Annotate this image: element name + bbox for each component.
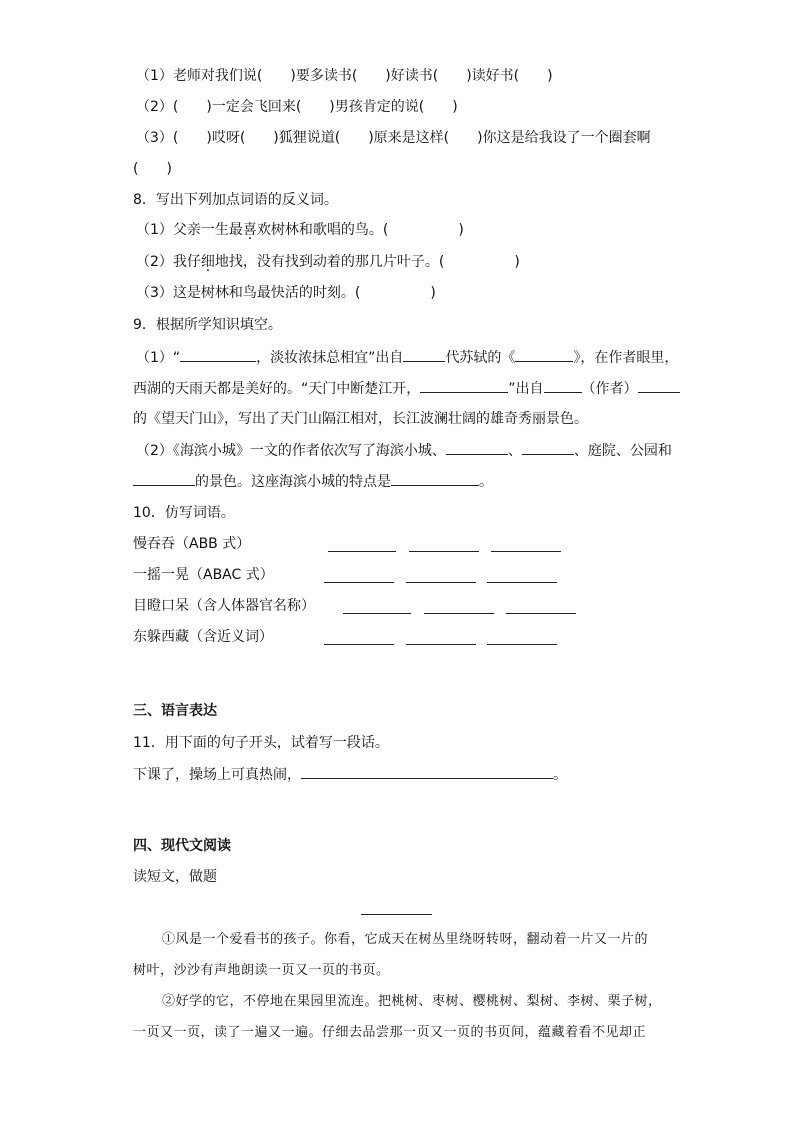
q8-item-1: （1）父亲一生最喜欢树林和歌唱的鸟。( ): [136, 222, 464, 238]
q8-item-2: （2）我仔细地找，没有找到动着的那几片叶子。( ): [136, 254, 520, 270]
q9-line-1: （1）“ ，淡妆浓抹总相宜”出自 代苏轼的《 》，在作者眼里，: [136, 347, 678, 368]
answer-blank[interactable]: [324, 644, 394, 645]
answer-blank[interactable]: [328, 551, 396, 552]
answer-blank[interactable]: [406, 644, 476, 645]
q7-line-4: ( ): [133, 161, 172, 177]
answer-blank[interactable]: [391, 471, 479, 486]
answer-blank[interactable]: [180, 347, 256, 362]
answer-blank[interactable]: [420, 378, 508, 393]
passage-para-2-line-2: 一页又一页，读了一遍又一遍。仔细去品尝那一页又一页的书页间，蕴藏着看不见却正: [133, 1025, 647, 1040]
q7-line-2: （2）( )一定会飞回来( )男孩肯定的说( ): [136, 99, 458, 115]
answer-blank[interactable]: [491, 551, 561, 552]
passage-para-2-line-1: ②好学的它，不停地在果园里流连。把桃树、枣树、樱桃树、梨树、李树、栗子树，: [162, 994, 662, 1009]
answer-blank[interactable]: [324, 582, 394, 583]
answer-blank[interactable]: [515, 347, 573, 362]
q10-row-1-label: 慢吞吞（ABB 式）: [133, 536, 251, 552]
answer-blank[interactable]: [424, 613, 494, 614]
q11-sentence: 下课了，操场上可真热闹， 。: [133, 764, 567, 785]
answer-blank[interactable]: [133, 471, 195, 486]
q11-title: 11．用下面的句子开头，试着写一段话。: [133, 735, 389, 751]
q8-item-3: （3）这是树林和鸟最快活的时刻。( ): [136, 285, 436, 301]
answer-blank[interactable]: [446, 440, 508, 455]
q9-title: 9．根据所学知识填空。: [133, 317, 282, 333]
q10-row-2-label: 一摇一晃（ABAC 式）: [133, 567, 274, 583]
q9-line-2: 西湖的天雨天都是美好的。“天门中断楚江开， ”出自 （作者）: [133, 378, 680, 399]
answer-blank[interactable]: [487, 644, 557, 645]
passage-para-1-line-2: 树叶，沙沙有声地朗读一页又一页的书页。: [133, 963, 390, 978]
answer-blank[interactable]: [406, 582, 476, 583]
q10-title: 10．仿写词语。: [133, 505, 235, 521]
emphasis-dot-char: 细: [200, 254, 215, 270]
answer-blank[interactable]: [506, 613, 576, 614]
q7-line-1: （1）老师对我们说( )要多读书( )好读书( )读好书( ): [136, 68, 553, 84]
answer-blank[interactable]: [522, 440, 574, 455]
answer-blank[interactable]: [544, 378, 582, 393]
passage-para-1-line-1: ①风是一个爱看书的孩子。你看，它成天在树丛里绕呀转呀，翻动着一片又一片的: [162, 932, 649, 947]
emphasis-dot-char: 喜: [242, 222, 257, 238]
title-blank[interactable]: [361, 914, 432, 915]
reading-intro: 读短文，做题: [133, 869, 217, 885]
q9-line-5: 的景色。这座海滨小城的特点是 。: [133, 471, 493, 492]
q9-line-4: （2）《海滨小城》一文的作者依次写了海滨小城、 、 、庭院、公园和: [136, 440, 672, 461]
answer-blank[interactable]: [638, 378, 680, 393]
section-heading-4: 四、现代文阅读: [133, 838, 231, 854]
answer-blank[interactable]: [343, 613, 411, 614]
answer-blank[interactable]: [301, 764, 553, 779]
q9-line-3: 的《望天门山》，写出了天门山隔江相对，长江波澜壮阔的雄奇秀丽景色。: [133, 411, 588, 427]
q10-row-3-label: 目瞪口呆（含人体器官名称）: [133, 598, 315, 614]
q8-title: 8．写出下列加点词语的反义词。: [133, 192, 338, 208]
answer-blank[interactable]: [409, 551, 479, 552]
section-heading-3: 三、语言表达: [133, 703, 217, 719]
q7-line-3: （3）( )哎呀( )狐狸说道( )原来是这样( )你这是给我设了一个圈套啊: [136, 130, 651, 146]
q10-row-4-label: 东躲西藏（含近义词）: [133, 629, 273, 645]
answer-blank[interactable]: [403, 347, 445, 362]
answer-blank[interactable]: [487, 582, 557, 583]
